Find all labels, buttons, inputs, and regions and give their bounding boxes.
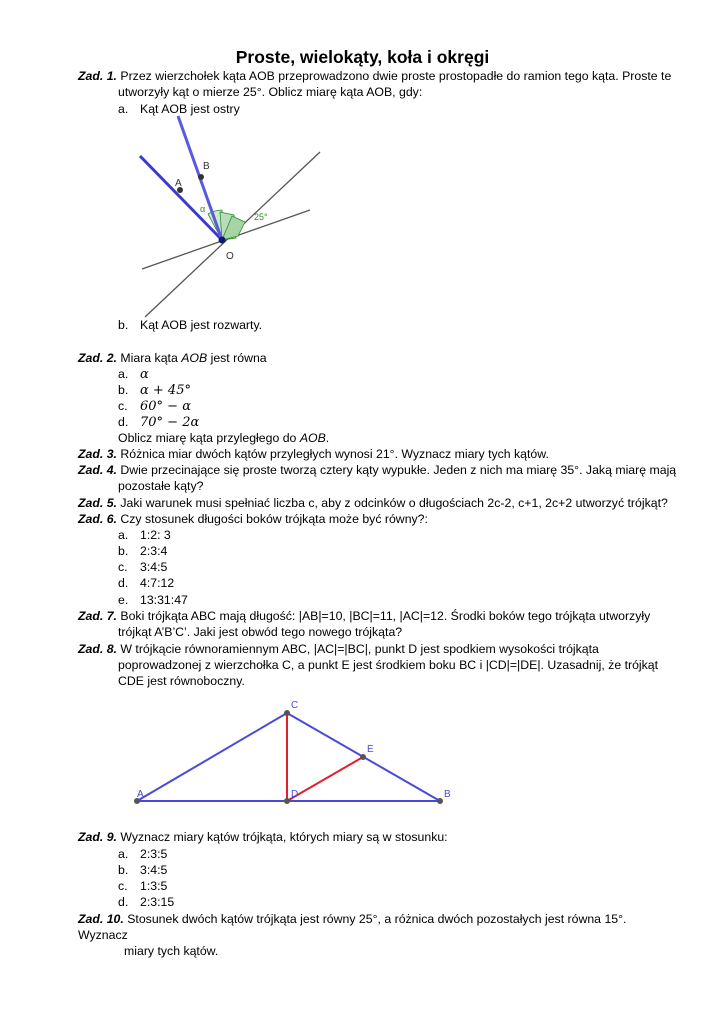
task-1-line-2: utworzyły kąt o mierze 25°. Oblicz miarę kąta AOB, gdy: — [118, 85, 423, 100]
task-2-option-c: c. 60° − α — [118, 399, 191, 414]
task-6: Zad. 6. Czy stosunek długości boków trójkąta może być równy?: — [78, 512, 428, 526]
label-a: A — [137, 789, 144, 800]
label-a: A — [175, 178, 182, 189]
task-2: Zad. 2. Miara kąta AOB jest równa — [78, 351, 267, 365]
task-9-option-d: d. 2:3:15 — [118, 895, 175, 909]
task-9: Zad. 9. Wyznacz miary kątów trójkąta, których miary są w stosunku: — [78, 830, 448, 844]
label-o: O — [226, 251, 234, 262]
task-6-option-b: b. 2:3:4 — [118, 544, 168, 558]
task-1 — [78, 68, 678, 100]
task-6-option-d: d. 4:7:12 — [118, 576, 175, 590]
ray-oa — [140, 156, 222, 240]
label-d: D — [291, 789, 299, 800]
task-10: Zad. 10. Stosunek dwóch kątów trójkąta jest równy 25°, a różnica dwóch pozostałych jest równa 15°. Wyznacz miary tych kątów. — [78, 912, 627, 959]
label-c: C — [291, 700, 299, 711]
task-1-label: Zad. 1. — [78, 69, 117, 83]
task-9-option-a: a. 2:3:5 — [118, 847, 168, 861]
segment-de — [287, 757, 363, 801]
point-d — [284, 798, 290, 804]
task-6-option-e: e. 13:31:47 — [118, 593, 188, 607]
task-9-option-b: b. 3:4:5 — [118, 863, 168, 877]
task-6-option-c: c. 3:4:5 — [118, 560, 168, 574]
point-c — [284, 710, 290, 716]
task-7: Zad. 7. Boki trójkąta ABC mają długość: |AB|=10, |BC|=11, |AC|=12. Środki boków tego trójkąta utworzyły trójkąt A’B’C’. Jaki jest obwód tego nowego trójkąta? — [78, 609, 651, 640]
task-9-option-c: c. 1:3:5 — [118, 879, 168, 893]
point-b — [437, 798, 443, 804]
task-1-option-a: a. Kąt AOB jest ostry — [118, 102, 240, 116]
point-o — [219, 237, 226, 244]
task-2-label: Zad. 2. — [78, 351, 117, 365]
figure-angle-aob — [130, 112, 330, 327]
label-e: E — [367, 744, 374, 755]
label-25-degrees: 25° — [254, 212, 268, 222]
task-4: Zad. 4. Dwie przecinające się proste tworzą cztery kąty wypukłe. Jeden z nich ma miarę 35°. Jaką miarę mają pozostałe kąty? — [78, 463, 677, 494]
task-2-option-d: d. 70° − 2α — [118, 415, 200, 430]
task-3: Zad. 3. Różnica miar dwóch kątów przyległych wynosi 21°. Wyznacz miary tych kątów. — [78, 447, 549, 461]
figure-isosceles-triangle — [125, 693, 465, 815]
task-1-line-1: Przez wierzchołek kąta AOB przeprowadzono dwie proste prostopadłe do ramion tego kąta. Proste te — [120, 69, 672, 83]
task-5: Zad. 5. Jaki warunek musi spełniać liczba c, aby z odcinków o długościach 2c-2, c+1, 2c+2 utworzyć trójkąt? — [78, 496, 668, 510]
label-b: B — [203, 161, 210, 172]
side-ac — [137, 713, 287, 801]
task-8: Zad. 8. W trójkącie równoramiennym ABC, |AC|=|BC|, punkt D jest spodkiem wysokości trójkąta poprowadzonej z wierzchołka C, a punkt E jest środkiem boku BC i |CD|=|DE|. Uzasadnij, że trójkąt CDE jest równoboczny. — [78, 642, 659, 689]
point-b — [198, 174, 204, 180]
label-b: B — [444, 789, 451, 800]
task-1-option-b: b. Kąt AOB jest rozwarty. — [118, 318, 263, 332]
task-2-option-a: a. α — [118, 367, 149, 382]
task-6-option-a: a. 1:2: 3 — [118, 528, 171, 542]
task-2-question: Oblicz miarę kąta przyległego do AOB. — [118, 431, 330, 445]
label-alpha: α — [200, 204, 206, 214]
page-title: Proste, wielokąty, koła i okręgi — [235, 47, 490, 67]
task-2-option-b: b. α + 45° — [118, 383, 191, 398]
point-e — [360, 754, 366, 760]
